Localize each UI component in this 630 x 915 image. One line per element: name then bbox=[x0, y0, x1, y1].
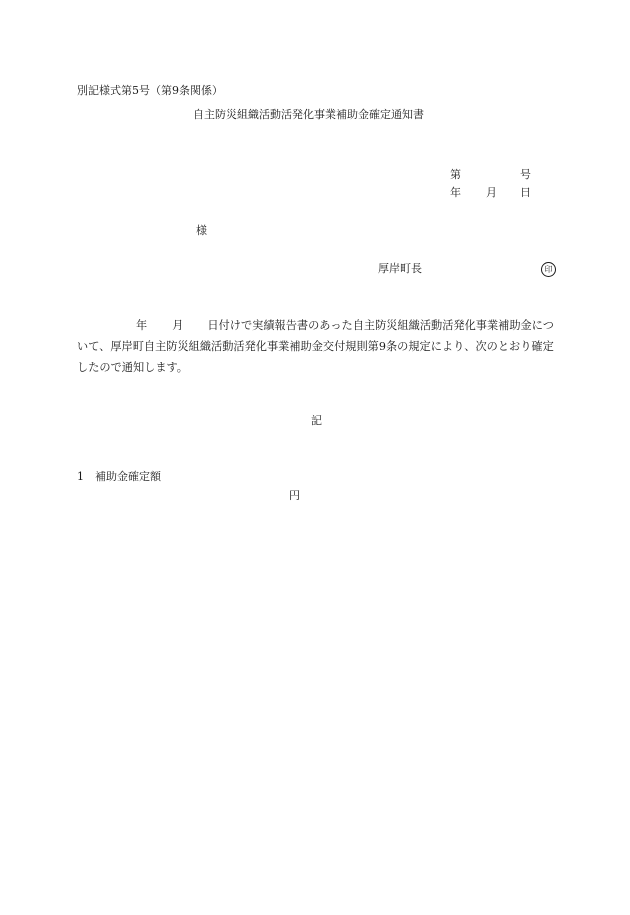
body-lead: 日付けで実績報告書のあった自主防災組織活動活発化事業補助金について、厚岸町自主防災組織活動活発化事業補助金交付規則第9条の規定により、次のとおり確定したので通知します。 bbox=[77, 319, 554, 374]
recipient-suffix: 様 bbox=[196, 224, 207, 237]
document-title: 自主防災組織活動活発化事業補助金確定通知書 bbox=[193, 108, 424, 121]
item-number: 1 bbox=[77, 470, 84, 483]
amount-unit: 円 bbox=[289, 489, 300, 502]
ki-heading: 記 bbox=[311, 414, 322, 427]
doc-number-suffix: 号 bbox=[520, 168, 531, 181]
body-date-month: 月 bbox=[172, 319, 184, 332]
seal-mark: 印 bbox=[541, 262, 556, 277]
sender: 厚岸町長 bbox=[378, 262, 422, 275]
form-label: 別記様式第5号（第9条関係） bbox=[77, 84, 223, 97]
body-paragraph bbox=[77, 315, 555, 378]
doc-date-year: 年 bbox=[450, 186, 461, 199]
body-date-year: 年 bbox=[136, 319, 148, 332]
doc-number-prefix: 第 bbox=[450, 168, 461, 181]
item-label: 補助金確定額 bbox=[95, 470, 161, 483]
doc-date-day: 日 bbox=[520, 186, 531, 199]
doc-date-month: 月 bbox=[486, 186, 497, 199]
